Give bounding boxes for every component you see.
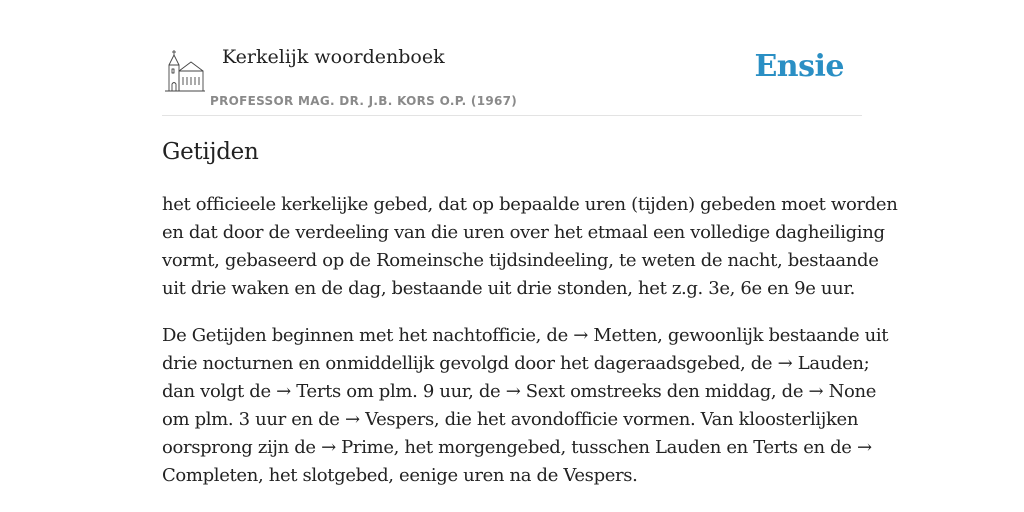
entry-paragraph-1 [162, 191, 898, 303]
entry-title: Getijden [162, 139, 259, 165]
text-line [162, 350, 877, 378]
xref-link-terts[interactable]: Terts [296, 381, 341, 402]
xref-link-prime[interactable]: Prime [341, 437, 394, 458]
text-segment: , het slotgebed, eenige uren na de Vespers. [257, 465, 638, 486]
text-line: vormt, gebaseerd op de Romeinsche tijdsindeeling, te weten de nacht, bestaande [162, 250, 879, 271]
book-author: PROFESSOR MAG. DR. J.B. KORS O.P. (1967) [210, 94, 518, 108]
brand-logo[interactable]: Ensie [754, 49, 844, 84]
arrow-right-icon: → [573, 325, 588, 346]
text-line [162, 322, 889, 350]
text-line [162, 434, 877, 462]
arrow-right-icon: → [808, 381, 824, 402]
xref-link-vespers[interactable]: Vespers [365, 409, 434, 430]
text-line: en dat door de verdeeling van die uren over het etmaal een volledige dagheiliging [162, 222, 885, 243]
entry-body [162, 191, 898, 509]
xref-link-completen[interactable]: Completen [162, 465, 258, 486]
arrow-right-icon: → [856, 437, 872, 458]
text-line [162, 378, 877, 406]
text-line [162, 406, 877, 434]
arrow-right-icon: → [321, 437, 336, 458]
xref-link-none[interactable]: None [828, 381, 877, 402]
text-segment: De Getijden beginnen met het nachtofficie, de [162, 325, 574, 346]
arrow-right-icon: → [344, 409, 360, 430]
text-segment: oorsprong zijn de [162, 437, 322, 458]
text-segment: om plm. 3 uur en de [162, 409, 345, 430]
book-title[interactable]: Kerkelijk woordenboek [222, 46, 445, 68]
text-segment: omstreeks den middag, de [564, 381, 809, 402]
text-line: uit drie waken en de dag, bestaande uit drie stonden, het z.g. 3e, 6e en 9e uur. [162, 278, 856, 299]
text-segment: dan volgt de [162, 381, 277, 402]
arrow-right-icon: → [505, 381, 521, 402]
text-segment: , het morgengebed, tusschen Lauden en Terts en de [393, 437, 857, 458]
xref-link-sext[interactable]: Sext [525, 381, 565, 402]
arrow-right-icon: → [276, 381, 291, 402]
text-segment: , die het avondofficie vormen. Van kloosterlijken [433, 409, 859, 430]
text-line [162, 462, 877, 490]
xref-link-metten[interactable]: Metten [593, 325, 658, 346]
church-icon [164, 49, 206, 95]
text-line: het officieele kerkelijke gebed, dat op bepaalde uren (tijden) gebeden moet worden [162, 194, 898, 215]
book-header [162, 40, 862, 116]
entry-paragraph-2 [162, 322, 889, 490]
text-segment: om plm. 9 uur, de [340, 381, 506, 402]
text-segment: drie nocturnen en onmiddellijk gevolgd door het dageraadsgebed, de [162, 353, 778, 374]
text-segment: ; [863, 353, 870, 374]
xref-link-lauden[interactable]: Lauden [797, 353, 864, 374]
text-segment: , gewoonlijk bestaande uit [657, 325, 889, 346]
arrow-right-icon: → [777, 353, 793, 374]
